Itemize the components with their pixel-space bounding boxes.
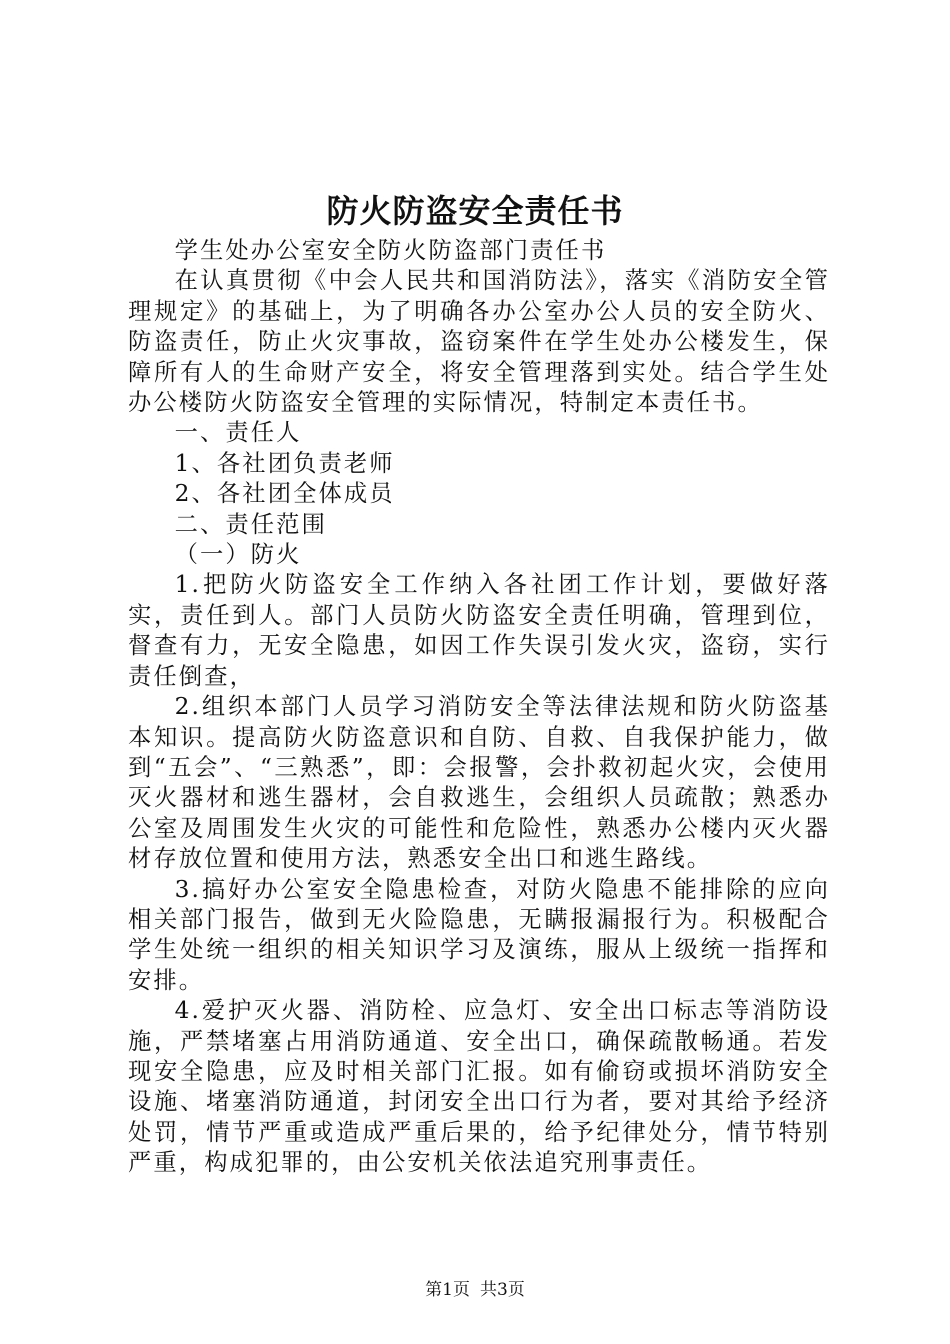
- clause-paragraph-1: 1.把防火防盗安全工作纳入各社团工作计划，要做好落实，责任到人。部门人员防火防盗安全责任明确，管理到位，督查有力，无安全隐患，如因工作失误引发火灾，盗窃，实行责任倒查，: [128, 571, 830, 690]
- clause-paragraph-2: 2.组织本部门人员学习消防安全等法律法规和防火防盗基本知识。提高防火防盗意识和自防、自救、自我保护能力，做到“五会”、“三熟悉”，即：会报警，会扑救初起火灾，会使用灭火器材和逃生器材，会自救逃生，会组织人员疏散；熟悉办公室及周围发生火灾的可能性和危险性，熟悉办公楼内灭火器材存放位置和使用方法，熟悉安全出口和逃生路线。: [128, 693, 830, 873]
- page-footer: [0, 1275, 950, 1300]
- clause-paragraph-4: 4.爱护灭火器、消防栓、应急灯、安全出口标志等消防设施，严禁堵塞占用消防通道、安全出口，确保疏散畅通。若发现安全隐患，应及时相关部门汇报。如有偷窃或损坏消防安全设施、堵塞消防通道，封闭安全出口行为者，要对其给予经济处罚，情节严重或造成严重后果的，给予纪律处分，情节特别严重，构成犯罪的，由公安机关依法追究刑事责任。: [128, 997, 830, 1177]
- subsection-heading-fire: （一）防火: [174, 541, 302, 569]
- clause-paragraph-3: 3.搞好办公室安全隐患检查，对防火隐患不能排除的应向相关部门报告，做到无火险隐患，无瞒报漏报行为。积极配合学生处统一组织的相关知识学习及演练，服从上级统一指挥和安排。: [128, 875, 830, 994]
- page-number: 第1页: [425, 1280, 470, 1300]
- section-heading-scope: 二、责任范围: [174, 510, 327, 538]
- page-total: 共3页: [480, 1280, 525, 1300]
- document-title: 防火防盗安全责任书: [326, 192, 624, 230]
- subtitle-paragraph: 学生处办公室安全防火防盗部门责任书: [174, 237, 607, 264]
- list-item-members: 2、各社团全体成员: [174, 480, 395, 508]
- section-heading-responsible-person: 一、责任人: [174, 419, 302, 447]
- document-body: [128, 236, 830, 1179]
- list-item-teachers: 1、各社团负责老师: [174, 449, 395, 477]
- intro-paragraph: 在认真贯彻《中会人民共和国消防法》，落实《消防安全管理规定》的基础上，为了明确各办公室办公人员的安全防火、防盗责任，防止火灾事故，盗窃案件在学生处办公楼发生，保障所有人的生命财产安全，将安全管理落到实处。结合学生处办公楼防火防盗安全管理的实际情况，特制定本责任书。: [128, 267, 830, 417]
